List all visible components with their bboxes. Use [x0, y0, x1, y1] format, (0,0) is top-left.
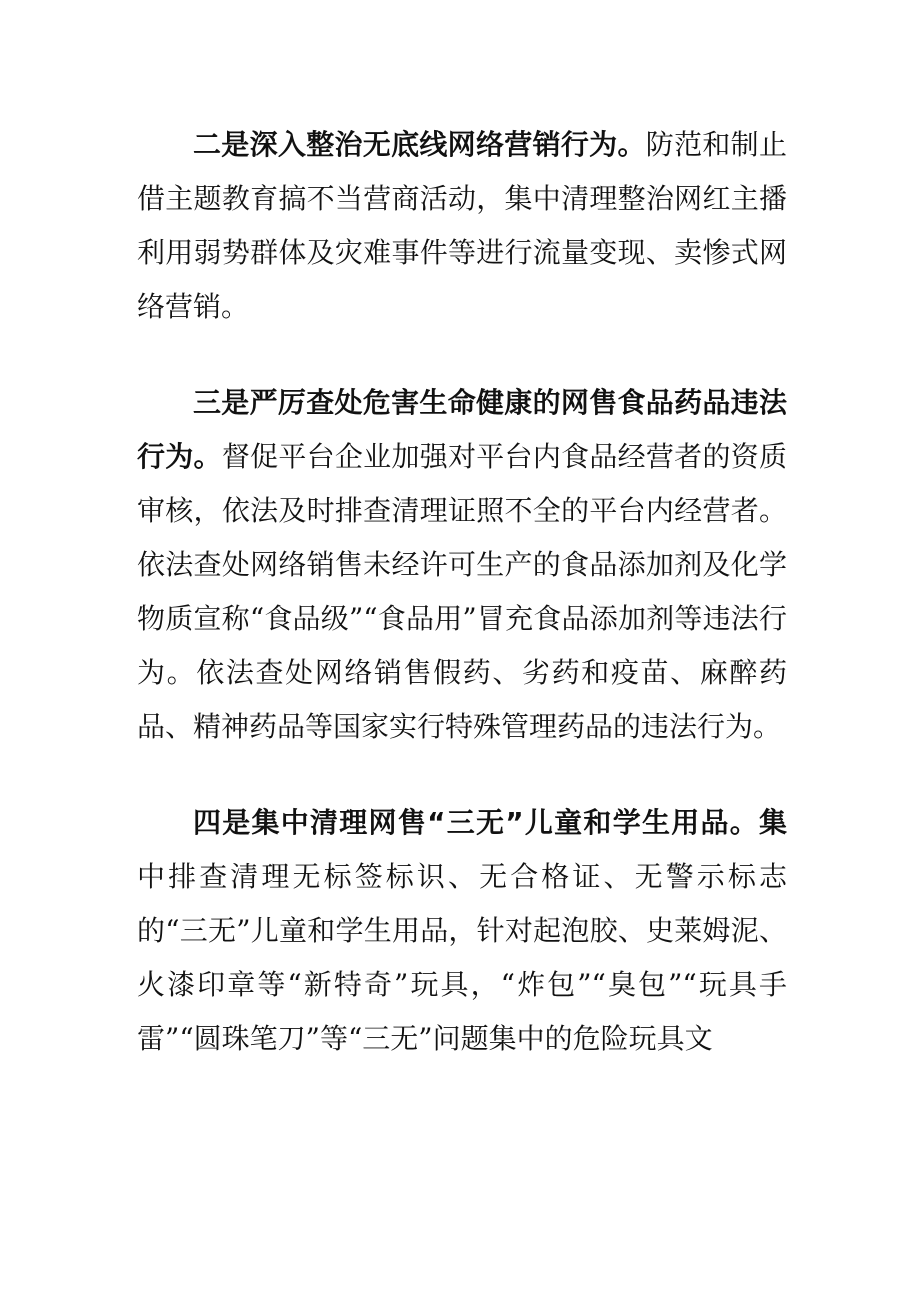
paragraph-2-heading: 二是深入整治无底线网络营销行为。	[193, 128, 646, 161]
paragraph-3	[137, 376, 787, 754]
paragraph-2-text: 防范和制止借主题教育搞不当营商活动，集中清理整治网红主播利用弱势群体及灾难事件等进行流量变现、卖惨式网络营销。	[137, 128, 787, 323]
paragraph-2	[137, 118, 787, 334]
paragraph-4-heading: 四是集中清理网售“三无”儿童和学生用品。集	[193, 806, 787, 839]
paragraph-4	[137, 796, 787, 1066]
paragraph-3-heading: 三是严厉查处危害生命健康的网售食品药品违法行为。	[137, 386, 787, 473]
document-body	[137, 118, 787, 1108]
paragraph-3-text: 督促平台企业加强对平台内食品经营者的资质审核，依法及时排查清理证照不全的平台内经营者。依法查处网络销售未经许可生产的食品添加剂及化学物质宣称“食品级”“食品用”冒充食品添加剂等违法行为。依法查处网络销售假药、劣药和疫苗、麻醉药品、精神药品等国家实行特殊管理药品的违法行为。	[137, 440, 787, 743]
paragraph-4-text: 中排查清理无标签标识、无合格证、无警示标志的“三无”儿童和学生用品，针对起泡胶、史莱姆泥、火漆印章等“新特奇”玩具，“炸包”“臭包”“玩具手雷”“圆珠笔刀”等“三无”问题集中的危险玩具文	[137, 860, 787, 1055]
